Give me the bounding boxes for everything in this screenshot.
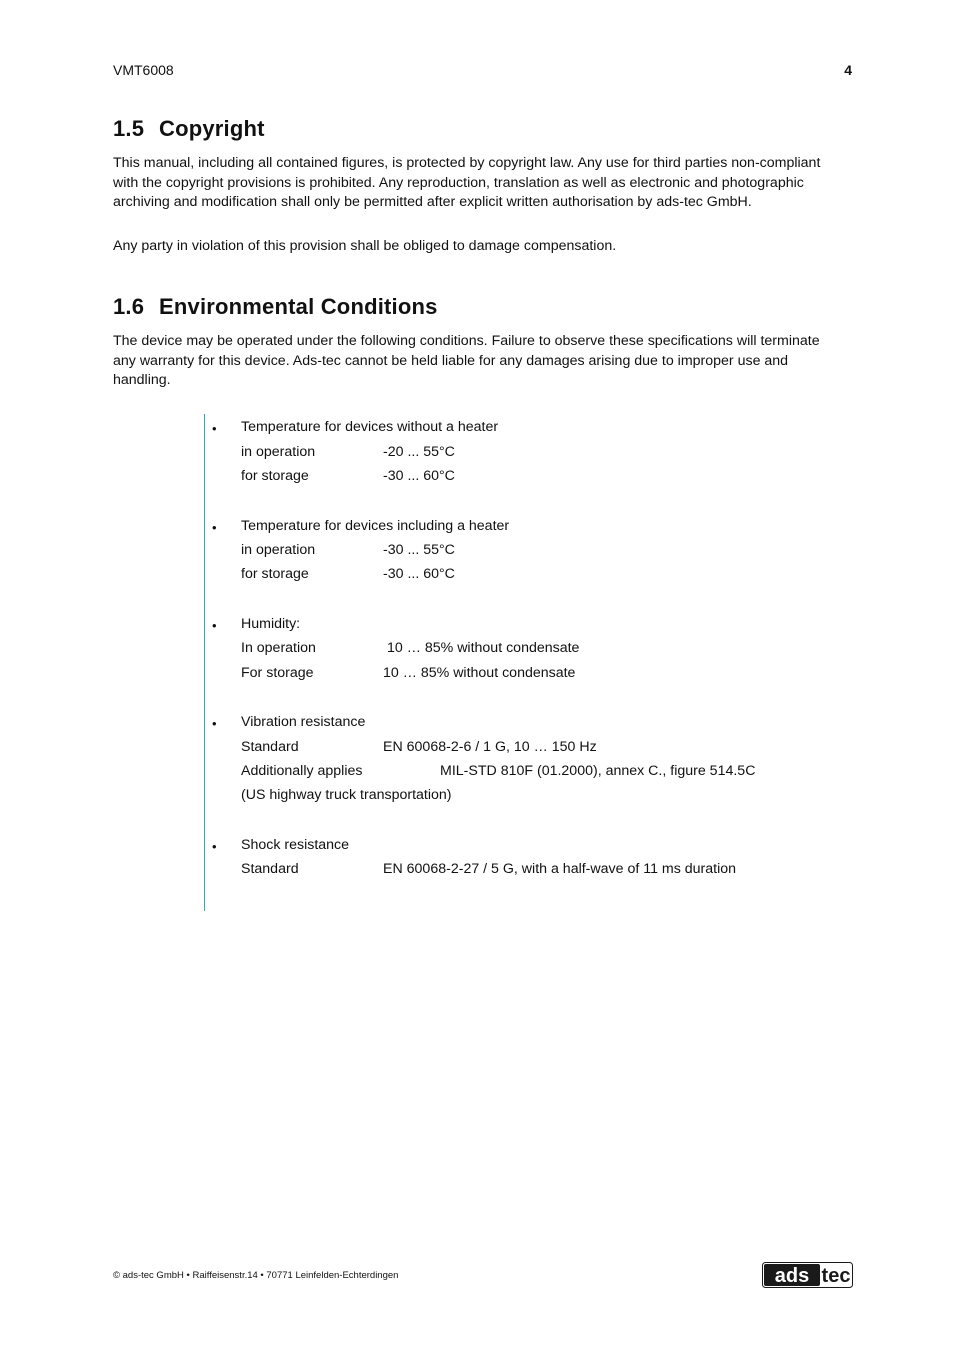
spec-value: MIL-STD 810F (01.2000), annex C., figure 514.5C [440, 763, 756, 779]
bullet-icon: • [212, 716, 217, 731]
spec-title: Humidity: [241, 616, 301, 632]
spec-label: For storage [241, 665, 314, 681]
spec-block-accent-line [204, 414, 205, 911]
spec-title: Vibration resistance [241, 714, 366, 730]
copyright-paragraph: This manual, including all contained figures, is protected by copyright law. Any use for third parties non-compliant with the copyright provisions is prohibited. Any reproduction, translation as well as electronic and photographic archiving and modification shall only be permitted after explicit written authorisation by ads-tec GmbH. [113, 155, 821, 211]
spec-title: Temperature for devices including a heater [241, 518, 510, 534]
spec-label: for storage [241, 468, 309, 484]
spec-value: -30 ... 55°C [383, 542, 455, 558]
spec-value: -30 ... 60°C [383, 468, 455, 484]
spec-value: 10 … 85% without condensate [383, 665, 576, 681]
heading-environmental-conditions [113, 294, 438, 320]
spec-title: Temperature for devices without a heater [241, 419, 499, 435]
bullet-icon: • [212, 520, 217, 535]
spec-label: in operation [241, 542, 316, 558]
spec-label: Standard [241, 861, 299, 877]
spec-label: in operation [241, 444, 316, 460]
page-number: 4 [844, 62, 852, 78]
logo-text-ads: ads [774, 1265, 810, 1287]
ads-tec-logo [762, 1262, 853, 1288]
spec-label: In operation [241, 640, 316, 656]
spec-label: for storage [241, 566, 309, 582]
spec-value: -30 ... 60°C [383, 566, 455, 582]
spec-value: 10 … 85% without condensate [387, 640, 580, 656]
spec-label: Additionally applies [241, 763, 363, 779]
violation-paragraph: Any party in violation of this provision shall be obliged to damage compensation. [113, 238, 617, 254]
environment-intro: The device may be operated under the following conditions. Failure to observe these specifications will terminate any warranty for this device. Ads-tec cannot be held liable for any damages arising due to improper use and handling. [113, 333, 820, 389]
heading-copyright [113, 116, 265, 142]
heading-title: Copyright [159, 116, 265, 141]
logo-text-tec: tec [821, 1265, 851, 1287]
spec-label: Standard [241, 739, 299, 755]
document-id: VMT6008 [113, 62, 174, 78]
heading-title: Environmental Conditions [159, 294, 438, 319]
spec-value: EN 60068-2-27 / 5 G, with a half-wave of 11 ms duration [383, 861, 737, 877]
bullet-icon: • [212, 421, 217, 436]
bullet-icon: • [212, 839, 217, 854]
spec-title: Shock resistance [241, 837, 350, 853]
footer-address: © ads-tec GmbH • Raiffeisenstr.14 • 70771 Leinfelden-Echterdingen [113, 1270, 399, 1281]
bullet-icon: • [212, 618, 217, 633]
spec-value: EN 60068-2-6 / 1 G, 10 … 150 Hz [383, 739, 597, 755]
spec-note: (US highway truck transportation) [241, 787, 452, 803]
heading-number: 1.6 [113, 294, 145, 319]
spec-value: -20 ... 55°C [383, 444, 455, 460]
heading-number: 1.5 [113, 116, 145, 141]
